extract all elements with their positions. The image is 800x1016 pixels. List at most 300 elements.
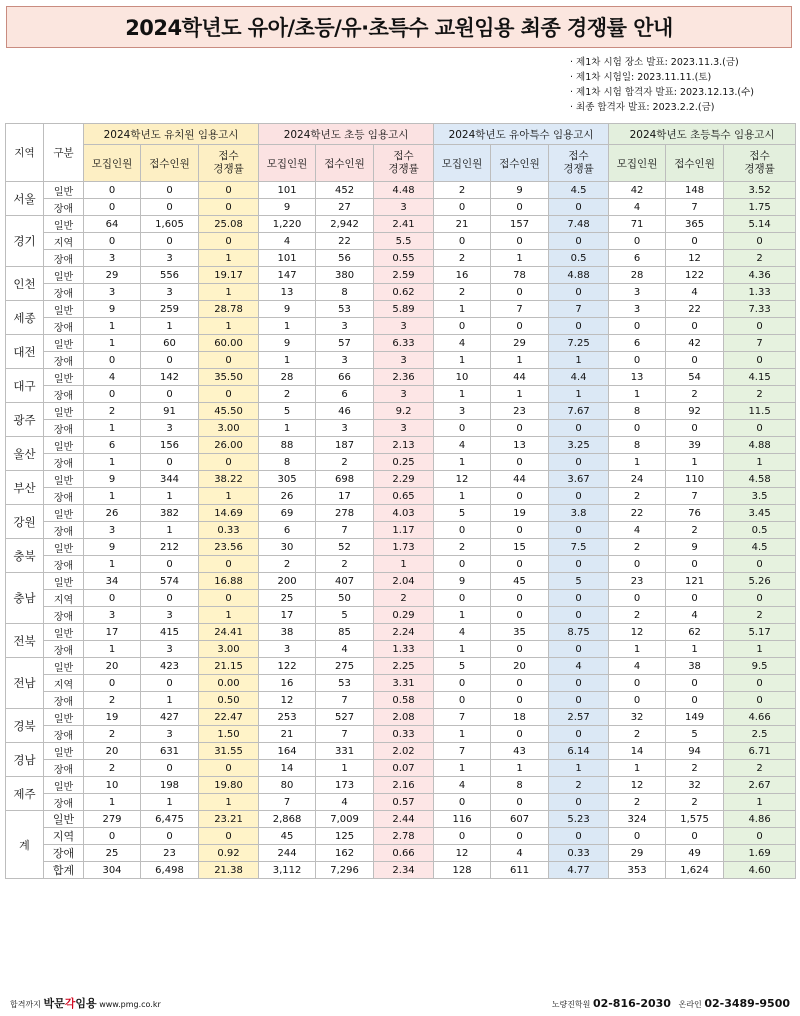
recruit-cell: 0 — [609, 420, 666, 437]
rate-cell: 4.86 — [724, 811, 796, 828]
rate-cell: 3.00 — [199, 420, 259, 437]
recruit-cell: 0 — [434, 522, 491, 539]
apply-cell: 35 — [491, 624, 549, 641]
apply-cell: 187 — [316, 437, 374, 454]
table-row — [6, 199, 796, 216]
rate-cell: 0 — [549, 522, 609, 539]
rate-cell: 1 — [724, 454, 796, 471]
recruit-cell: 1 — [84, 335, 141, 352]
table-row — [6, 573, 796, 590]
recruit-cell: 1 — [84, 794, 141, 811]
apply-cell: 527 — [316, 709, 374, 726]
note-item: · 최종 합격자 발표: 2023.2.2.(금) — [570, 100, 770, 115]
rate-cell: 2 — [374, 590, 434, 607]
recruit-cell: 9 — [259, 335, 316, 352]
recruit-cell: 17 — [84, 624, 141, 641]
region-cell: 전북 — [6, 624, 44, 658]
table-row — [6, 726, 796, 743]
apply-cell: 0 — [491, 828, 549, 845]
rate-cell: 2.08 — [374, 709, 434, 726]
apply-cell: 365 — [666, 216, 724, 233]
recruit-cell: 122 — [259, 658, 316, 675]
rate-cell: 1 — [199, 488, 259, 505]
recruit-cell: 6 — [259, 522, 316, 539]
recruit-cell: 8 — [259, 454, 316, 471]
recruit-cell: 0 — [434, 828, 491, 845]
rate-cell: 7 — [724, 335, 796, 352]
apply-cell: 1,575 — [666, 811, 724, 828]
apply-cell: 3 — [141, 284, 199, 301]
rate-cell: 0.58 — [374, 692, 434, 709]
recruit-cell: 1 — [434, 454, 491, 471]
apply-cell: 6,498 — [141, 862, 199, 879]
recruit-cell: 0 — [434, 318, 491, 335]
rate-cell: 25.08 — [199, 216, 259, 233]
recruit-cell: 8 — [609, 437, 666, 454]
rate-cell: 5 — [549, 573, 609, 590]
rate-cell: 0 — [724, 692, 796, 709]
apply-cell: 0 — [491, 794, 549, 811]
recruit-cell: 4 — [434, 624, 491, 641]
rate-cell: 2.78 — [374, 828, 434, 845]
apply-cell: 0 — [491, 284, 549, 301]
rate-cell: 0 — [199, 199, 259, 216]
recruit-cell: 4 — [609, 199, 666, 216]
recruit-cell: 0 — [84, 675, 141, 692]
division-cell: 합계 — [44, 862, 84, 879]
recruit-cell: 1 — [609, 454, 666, 471]
rate-cell: 1 — [199, 318, 259, 335]
recruit-cell: 5 — [259, 403, 316, 420]
apply-cell: 121 — [666, 573, 724, 590]
apply-cell: 22 — [666, 301, 724, 318]
apply-cell: 15 — [491, 539, 549, 556]
recruit-cell: 25 — [259, 590, 316, 607]
apply-cell: 607 — [491, 811, 549, 828]
recruit-cell: 0 — [434, 199, 491, 216]
apply-cell: 0 — [141, 182, 199, 199]
recruit-cell: 64 — [84, 216, 141, 233]
rate-cell: 3.31 — [374, 675, 434, 692]
header-kindergarten: 2024학년도 유치원 임용고시 — [84, 124, 259, 145]
recruit-cell: 38 — [259, 624, 316, 641]
apply-cell: 12 — [666, 250, 724, 267]
rate-cell: 0 — [549, 590, 609, 607]
header-recruit: 모집인원 — [259, 145, 316, 182]
apply-cell: 27 — [316, 199, 374, 216]
rate-cell: 3 — [374, 199, 434, 216]
rate-cell: 28.78 — [199, 301, 259, 318]
rate-cell: 2.04 — [374, 573, 434, 590]
apply-cell: 0 — [491, 522, 549, 539]
recruit-cell: 29 — [609, 845, 666, 862]
recruit-cell: 0 — [609, 318, 666, 335]
apply-cell: 49 — [666, 845, 724, 862]
apply-cell: 149 — [666, 709, 724, 726]
recruit-cell: 0 — [84, 182, 141, 199]
recruit-cell: 3 — [259, 641, 316, 658]
phone2: 02-3489-9500 — [704, 996, 790, 1010]
rate-cell: 2.16 — [374, 777, 434, 794]
recruit-cell: 0 — [609, 828, 666, 845]
recruit-cell: 304 — [84, 862, 141, 879]
apply-cell: 0 — [666, 828, 724, 845]
rate-cell: 0.92 — [199, 845, 259, 862]
recruit-cell: 0 — [609, 233, 666, 250]
rate-cell: 6.14 — [549, 743, 609, 760]
region-cell: 충남 — [6, 573, 44, 624]
apply-cell: 0 — [141, 386, 199, 403]
region-cell: 부산 — [6, 471, 44, 505]
rate-cell: 4.77 — [549, 862, 609, 879]
division-cell: 일반 — [44, 658, 84, 675]
rate-cell: 21.38 — [199, 862, 259, 879]
division-cell: 일반 — [44, 743, 84, 760]
rate-cell: 0 — [549, 607, 609, 624]
rate-cell: 0.55 — [374, 250, 434, 267]
apply-cell: 0 — [666, 233, 724, 250]
recruit-cell: 1 — [434, 760, 491, 777]
division-cell: 일반 — [44, 573, 84, 590]
table-row — [6, 811, 796, 828]
region-cell: 경남 — [6, 743, 44, 777]
rate-cell: 0 — [549, 488, 609, 505]
region-cell: 대구 — [6, 369, 44, 403]
table-row — [6, 590, 796, 607]
apply-cell: 4 — [316, 794, 374, 811]
division-cell: 장애 — [44, 199, 84, 216]
recruit-cell: 30 — [259, 539, 316, 556]
rate-cell: 24.41 — [199, 624, 259, 641]
recruit-cell: 0 — [84, 233, 141, 250]
recruit-cell: 2 — [609, 488, 666, 505]
apply-cell: 1 — [491, 352, 549, 369]
apply-cell: 0 — [491, 233, 549, 250]
rate-cell: 1.50 — [199, 726, 259, 743]
rate-cell: 23.56 — [199, 539, 259, 556]
apply-cell: 198 — [141, 777, 199, 794]
rate-cell: 0 — [724, 420, 796, 437]
apply-cell: 1 — [141, 692, 199, 709]
recruit-cell: 2 — [434, 539, 491, 556]
header-apply: 접수인원 — [666, 145, 724, 182]
apply-cell: 631 — [141, 743, 199, 760]
division-cell: 일반 — [44, 505, 84, 522]
division-cell: 일반 — [44, 539, 84, 556]
apply-cell: 3 — [141, 726, 199, 743]
recruit-cell: 4 — [434, 437, 491, 454]
recruit-cell: 2 — [434, 284, 491, 301]
apply-cell: 148 — [666, 182, 724, 199]
recruit-cell: 253 — [259, 709, 316, 726]
apply-cell: 44 — [491, 471, 549, 488]
apply-cell: 66 — [316, 369, 374, 386]
apply-cell: 7 — [316, 726, 374, 743]
note-item: · 제1차 시험 합격자 발표: 2023.12.13.(수) — [570, 85, 770, 100]
rate-cell: 7.25 — [549, 335, 609, 352]
rate-cell: 2.29 — [374, 471, 434, 488]
apply-cell: 0 — [141, 199, 199, 216]
apply-cell: 22 — [316, 233, 374, 250]
rate-cell: 5.14 — [724, 216, 796, 233]
division-cell: 장애 — [44, 794, 84, 811]
table-row — [6, 352, 796, 369]
rate-cell: 3.25 — [549, 437, 609, 454]
rate-cell: 1.33 — [374, 641, 434, 658]
rate-cell: 3.67 — [549, 471, 609, 488]
recruit-cell: 34 — [84, 573, 141, 590]
rate-cell: 22.47 — [199, 709, 259, 726]
rate-cell: 1 — [549, 760, 609, 777]
table-row — [6, 641, 796, 658]
recruit-cell: 0 — [609, 675, 666, 692]
recruit-cell: 1 — [259, 352, 316, 369]
region-cell: 광주 — [6, 403, 44, 437]
rate-cell: 2.13 — [374, 437, 434, 454]
rate-cell: 45.50 — [199, 403, 259, 420]
recruit-cell: 4 — [434, 777, 491, 794]
table-row — [6, 828, 796, 845]
recruit-cell: 7 — [434, 709, 491, 726]
phone1: 02-816-2030 — [592, 996, 671, 1010]
apply-cell: 38 — [666, 658, 724, 675]
recruit-cell: 9 — [259, 199, 316, 216]
rate-cell: 4.5 — [549, 182, 609, 199]
recruit-cell: 12 — [434, 471, 491, 488]
apply-cell: 156 — [141, 437, 199, 454]
rate-cell: 2.02 — [374, 743, 434, 760]
region-cell: 서울 — [6, 182, 44, 216]
recruit-cell: 28 — [609, 267, 666, 284]
recruit-cell: 21 — [434, 216, 491, 233]
recruit-cell: 16 — [259, 675, 316, 692]
rate-cell: 0 — [199, 233, 259, 250]
rate-cell: 4.60 — [724, 862, 796, 879]
region-cell: 제주 — [6, 777, 44, 811]
apply-cell: 6,475 — [141, 811, 199, 828]
recruit-cell: 1 — [84, 488, 141, 505]
apply-cell: 382 — [141, 505, 199, 522]
rate-cell: 3.52 — [724, 182, 796, 199]
recruit-cell: 28 — [259, 369, 316, 386]
table-row — [6, 556, 796, 573]
apply-cell: 0 — [141, 352, 199, 369]
recruit-cell: 2 — [609, 607, 666, 624]
division-cell: 장애 — [44, 318, 84, 335]
rate-cell: 0 — [549, 318, 609, 335]
recruit-cell: 2 — [609, 794, 666, 811]
apply-cell: 5 — [316, 607, 374, 624]
recruit-cell: 0 — [434, 556, 491, 573]
rate-cell: 4.03 — [374, 505, 434, 522]
recruit-cell: 1 — [609, 386, 666, 403]
rate-cell: 2.5 — [724, 726, 796, 743]
apply-cell: 4 — [666, 284, 724, 301]
rate-cell: 1 — [374, 556, 434, 573]
division-cell: 장애 — [44, 845, 84, 862]
rate-cell: 3.00 — [199, 641, 259, 658]
apply-cell: 78 — [491, 267, 549, 284]
recruit-cell: 24 — [609, 471, 666, 488]
rate-cell: 3 — [374, 318, 434, 335]
recruit-cell: 353 — [609, 862, 666, 879]
apply-cell: 3 — [316, 420, 374, 437]
apply-cell: 43 — [491, 743, 549, 760]
division-cell: 장애 — [44, 250, 84, 267]
division-cell: 일반 — [44, 216, 84, 233]
apply-cell: 0 — [491, 675, 549, 692]
division-cell: 장애 — [44, 488, 84, 505]
apply-cell: 46 — [316, 403, 374, 420]
table-row — [6, 760, 796, 777]
table-row — [6, 692, 796, 709]
apply-cell: 344 — [141, 471, 199, 488]
apply-cell: 2 — [316, 454, 374, 471]
table-row — [6, 386, 796, 403]
apply-cell: 3 — [141, 641, 199, 658]
division-cell: 지역 — [44, 233, 84, 250]
rate-cell: 1 — [549, 386, 609, 403]
apply-cell: 7 — [491, 301, 549, 318]
rate-cell: 1.75 — [724, 199, 796, 216]
recruit-cell: 1 — [84, 420, 141, 437]
region-cell: 전남 — [6, 658, 44, 709]
recruit-cell: 2 — [609, 726, 666, 743]
note-item: · 제1차 시험 장소 발표: 2023.11.3.(금) — [570, 55, 770, 70]
apply-cell: 5 — [666, 726, 724, 743]
recruit-cell: 2 — [434, 182, 491, 199]
apply-cell: 2 — [666, 522, 724, 539]
recruit-cell: 9 — [84, 471, 141, 488]
apply-cell: 0 — [491, 420, 549, 437]
note-item: · 제1차 시험일: 2023.11.11.(토) — [570, 70, 770, 85]
recruit-cell: 69 — [259, 505, 316, 522]
apply-cell: 13 — [491, 437, 549, 454]
recruit-cell: 0 — [84, 386, 141, 403]
apply-cell: 0 — [491, 488, 549, 505]
apply-cell: 0 — [141, 760, 199, 777]
recruit-cell: 1 — [434, 607, 491, 624]
division-cell: 일반 — [44, 335, 84, 352]
rate-cell: 0 — [199, 386, 259, 403]
rate-cell: 0 — [549, 420, 609, 437]
recruit-cell: 3 — [84, 250, 141, 267]
apply-cell: 212 — [141, 539, 199, 556]
division-cell: 장애 — [44, 352, 84, 369]
table-row — [6, 471, 796, 488]
apply-cell: 275 — [316, 658, 374, 675]
recruit-cell: 2 — [84, 726, 141, 743]
rate-cell: 0.00 — [199, 675, 259, 692]
table-row — [6, 488, 796, 505]
recruit-cell: 2 — [609, 539, 666, 556]
apply-cell: 0 — [666, 352, 724, 369]
rate-cell: 0.25 — [374, 454, 434, 471]
rate-cell: 2.25 — [374, 658, 434, 675]
recruit-cell: 116 — [434, 811, 491, 828]
apply-cell: 53 — [316, 301, 374, 318]
apply-cell: 94 — [666, 743, 724, 760]
table-row — [6, 658, 796, 675]
recruit-cell: 2 — [259, 386, 316, 403]
header-region: 지역 — [6, 124, 44, 182]
apply-cell: 0 — [666, 420, 724, 437]
rate-cell: 6.71 — [724, 743, 796, 760]
recruit-cell: 26 — [259, 488, 316, 505]
rate-cell: 9.5 — [724, 658, 796, 675]
recruit-cell: 1 — [434, 488, 491, 505]
apply-cell: 611 — [491, 862, 549, 879]
header-apply: 접수인원 — [316, 145, 374, 182]
footer-logo — [10, 995, 161, 1011]
apply-cell: 423 — [141, 658, 199, 675]
recruit-cell: 23 — [609, 573, 666, 590]
recruit-cell: 0 — [609, 352, 666, 369]
apply-cell: 574 — [141, 573, 199, 590]
recruit-cell: 0 — [84, 199, 141, 216]
apply-cell: 173 — [316, 777, 374, 794]
apply-cell: 162 — [316, 845, 374, 862]
rate-cell: 4.48 — [374, 182, 434, 199]
recruit-cell: 244 — [259, 845, 316, 862]
recruit-cell: 26 — [84, 505, 141, 522]
apply-cell: 92 — [666, 403, 724, 420]
apply-cell: 0 — [491, 641, 549, 658]
apply-cell: 0 — [141, 828, 199, 845]
division-cell: 일반 — [44, 471, 84, 488]
division-cell: 일반 — [44, 624, 84, 641]
table-row — [6, 624, 796, 641]
recruit-cell: 1 — [259, 420, 316, 437]
header-elementary: 2024학년도 초등 임용고시 — [259, 124, 434, 145]
region-cell: 인천 — [6, 267, 44, 301]
rate-cell: 0.57 — [374, 794, 434, 811]
rate-cell: 2 — [549, 777, 609, 794]
apply-cell: 0 — [666, 318, 724, 335]
table-row — [6, 420, 796, 437]
header-recruit: 모집인원 — [609, 145, 666, 182]
recruit-cell: 1,220 — [259, 216, 316, 233]
rate-cell: 0.5 — [724, 522, 796, 539]
recruit-cell: 17 — [259, 607, 316, 624]
rate-cell: 0 — [199, 828, 259, 845]
rate-cell: 0.07 — [374, 760, 434, 777]
recruit-cell: 20 — [84, 658, 141, 675]
apply-cell: 3 — [141, 250, 199, 267]
apply-cell: 7 — [666, 488, 724, 505]
rate-cell: 5.17 — [724, 624, 796, 641]
header-elementary-special: 2024학년도 초등특수 임용고시 — [609, 124, 796, 145]
apply-cell: 1 — [491, 760, 549, 777]
rate-cell: 19.17 — [199, 267, 259, 284]
rate-cell: 7.67 — [549, 403, 609, 420]
apply-cell: 3 — [316, 318, 374, 335]
apply-cell: 1 — [141, 794, 199, 811]
recruit-cell: 3,112 — [259, 862, 316, 879]
recruit-cell: 324 — [609, 811, 666, 828]
recruit-cell: 0 — [434, 692, 491, 709]
recruit-cell: 80 — [259, 777, 316, 794]
table-row — [6, 743, 796, 760]
table-row — [6, 284, 796, 301]
recruit-cell: 13 — [259, 284, 316, 301]
header-rate: 접수 경쟁률 — [724, 145, 796, 182]
recruit-cell: 12 — [609, 624, 666, 641]
apply-cell: 3 — [316, 352, 374, 369]
table-row — [6, 777, 796, 794]
recruit-cell: 0 — [609, 556, 666, 573]
header-recruit: 모집인원 — [434, 145, 491, 182]
